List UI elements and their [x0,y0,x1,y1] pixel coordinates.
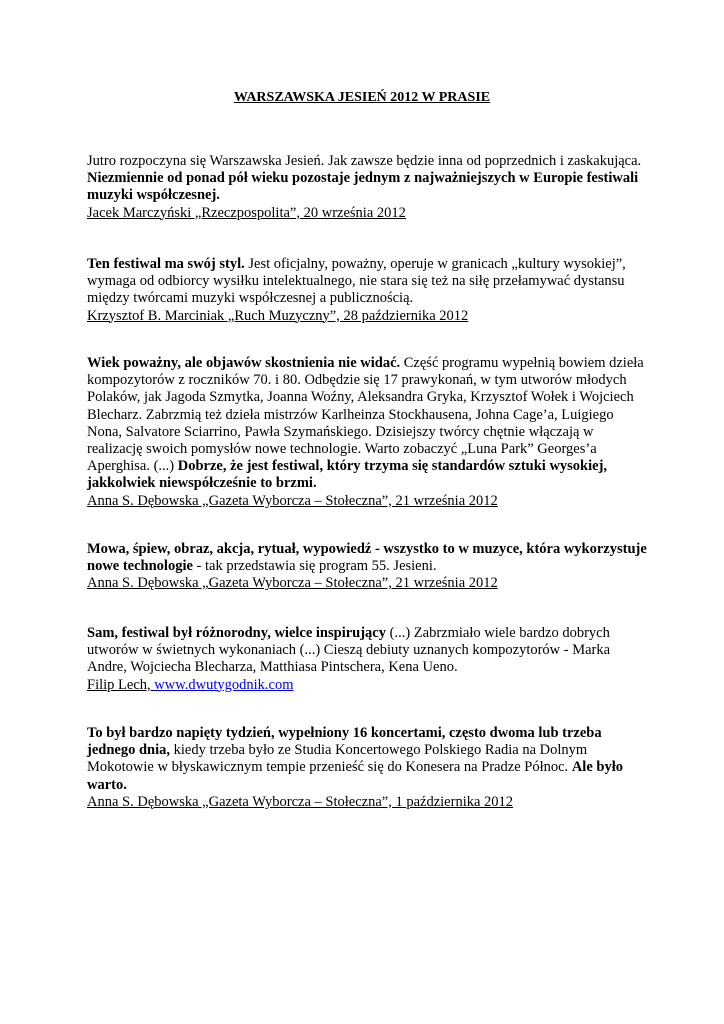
quote-text-regular: (...) Zabrzmiało wiele bardzo dobrych utworów w świetnych wykonaniach (...) Cieszą debiuty uznanych kompozytorów - Marka Andre, Wojciecha Blecharza, Matthiasa Pintschera, Kena Ueno. [87,625,611,676]
quote-source: Anna S. Dębowska „Gazeta Wyborcza – Stołeczna”, 1 października 2012 [87,793,514,810]
press-quote-ruch-muzyczny [87,256,647,325]
quote-source [87,677,647,694]
press-quote-dwutygodnik [87,625,647,694]
quote-text [87,256,647,308]
quote-text-regular: Jutro rozpoczyna się Warszawska Jesień. Jak zawsze będzie inna od poprzednich i zaskakująca. [87,153,642,169]
quote-text-regular: Jest oficjalny, poważny, operuje w granicach „kultury wysokiej”, wymaga od odbiorcy wysiłku intelektualnego, nie stara się też na siłę przełamywać dystansu między twórcami muzyki współczesnej a publicznością. [87,256,626,307]
quote-text [87,625,647,677]
quote-text-bold-closing: Ale było warto. [87,759,623,793]
quote-text [87,541,647,575]
quote-text-regular: - tak przedstawia się program 55. Jesieni. [192,558,437,575]
quote-text [87,355,647,493]
quote-text-bold-closing: Dobrze, że jest festiwal, który trzyma się standardów sztuki wysokiej, jakkolwiek niewspółcześnie to brzmi. [87,458,608,492]
press-quote-gazeta-wyborcza-2 [87,541,647,593]
quote-text [87,725,647,794]
page-title: WARSZAWSKA JESIEŃ 2012 W PRASIE [233,90,491,105]
press-quote-gazeta-wyborcza-1 [87,355,647,510]
quote-text-bold: Wiek poważny, ale objawów skostnienia nie widać. [87,355,401,371]
quote-text-bold: Sam, festiwal był różnorodny, wielce inspirujący [87,625,386,641]
quote-text-bold: Mowa, śpiew, obraz, akcja, rytuał, wypowiedź - wszystko to w muzyce, która wykorzystuje nowe technologie [87,541,647,575]
quote-text-regular: kiedy trzeba było ze Studia Koncertowego Polskiego Radia na Dolnym Mokotowie w błyskawicznym tempie przenieść się do Konesera na Pradze Północ. [87,742,588,776]
quote-source: Anna S. Dębowska „Gazeta Wyborcza – Stołeczna”, 21 września 2012 [87,492,498,509]
quote-text [87,153,647,205]
quote-text-bold: To był bardzo napięty tydzień, wypełniony 16 koncertami, często dwoma lub trzeba jednego dnia, [87,725,602,759]
quote-source: Jacek Marczyński „Rzeczpospolita”, 20 września 2012 [87,204,406,221]
dwutygodnik-link[interactable]: www.dwutygodnik.com [154,676,294,693]
quote-source-author: Filip Lech, [87,676,151,693]
quote-source: Krzysztof B. Marciniak „Ruch Muzyczny”, 28 października 2012 [87,307,469,324]
quote-text-bold: Niezmiennie od ponad pół wieku pozostaje jednym z najważniejszych w Europie festiwali muzyki współczesnej. [87,170,639,204]
press-quote-gazeta-wyborcza-3 [87,725,647,811]
press-quote-rzeczpospolita [87,153,647,222]
quote-source: Anna S. Dębowska „Gazeta Wyborcza – Stołeczna”, 21 września 2012 [87,575,498,592]
quote-text-bold: Ten festiwal ma swój styl. [87,256,245,272]
quote-text-regular: Część programu wypełnią bowiem dzieła kompozytorów z roczników 70. i 80. Odbędzie się 17 prawykonań, w tym utworów młodych Polaków, jak Jagoda Szmytka, Joanna Woźny, Aleksandra Gryka, Krzysztof Wołek i Wojciech Blecharz. Zabrzmią też dzieła mistrzów Karlheinza Stockhausena, Johna Cage’a, Luigiego Nona, Salvatore Sciarrino, Pawła Szymańskiego. Dzisiejszy twórcy chętnie włączają w realizację swoich pomysłów nowe technologie. Warto zobaczyć „Luna Park” Georges’a Aperghisa. (...) [87,355,644,475]
